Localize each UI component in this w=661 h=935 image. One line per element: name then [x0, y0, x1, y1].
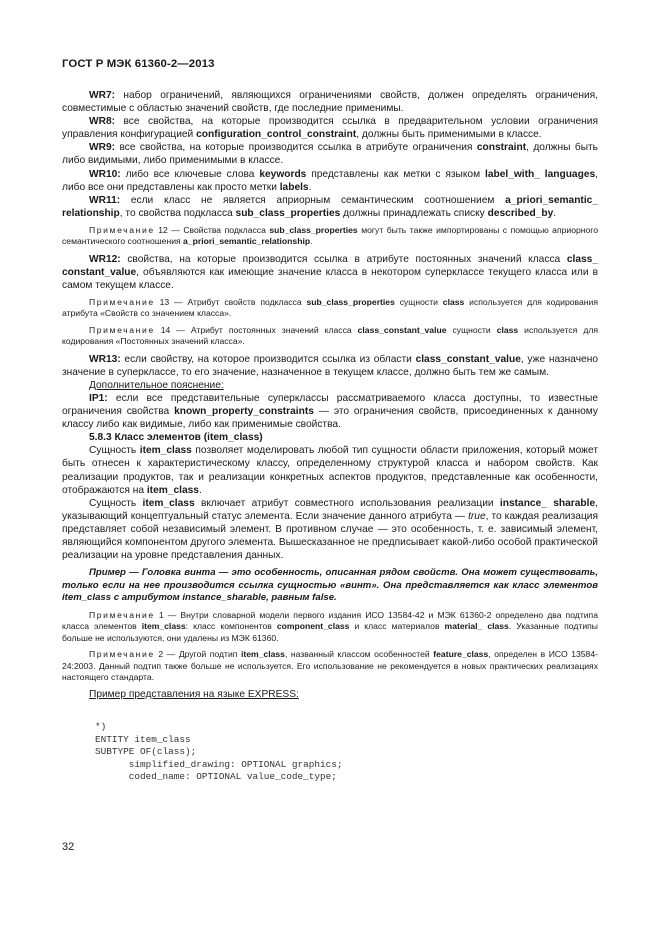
section-heading: 5.8.3 Класс элементов (item_class) — [89, 432, 263, 444]
rule-wr10: WR10: либо все ключевые слова keywords представлены как метки с языком label_with_ languages, либо все они представлены как просто метки labels. — [62, 168, 598, 193]
rule-wr12: WR12: свойства, на которые производится ссылка в атрибуте постоянных значений класса class_ constant_value, объявляются как имеющие значение класса в некотором суперклассе текущего класса или в самом текущем классе. — [62, 253, 598, 291]
paragraph-item-class: Сущность item_class позволяет моделировать любой тип сущности области приложения, который может быть отнесен к характеристическому классу, определенному структурой класса и набором свойств. Как реализации продуктов, так и реализации конкретных аспектов продуктов, представленные как особенности, отображаются на item_class. — [62, 445, 598, 496]
note-13: Примечание 13 — Атрибут свойств подкласса sub_class_properties сущности class используется для кодирования атрибута «Свойств со значением класса». — [62, 297, 598, 319]
rule-wr7: WR7: набор ограничений, являющихся ограничениями свойств, должен определять ограничения, совместимые с областью значений свойств, где последние применимы. — [62, 90, 598, 115]
rule-wr9: WR9: все свойства, на которые производится ссылка в атрибуте ограничения constraint, должны быть либо видимыми, либо применимыми в классе. — [62, 142, 598, 167]
note-14: Примечание 14 — Атрибут постоянных значений класса class_constant_value сущности class используется для кодирования «Постоянных значений класса». — [62, 324, 599, 347]
note-12: Примечание 12 — Свойства подкласса sub_class_properties могут быть также импортированы с помощью априорного семантического соотношения a_priori_semantic_relationship. — [62, 224, 599, 247]
paragraph-instance-sharable: Сущность item_class включает атрибут совместного использования реализации instance_ sharable, указывающий концептуальный статус элемента. Если значение данного атрибута — true, то каждая реализация представляет собой независимый элемент. В противном случае — это особенность, т. е. зависимый элемент, являющийся компонентом другого элемента. Вышесказанное не предписывает какой-либо особой практической реализации на уровне представления данных. — [62, 497, 598, 562]
page-number: 32 — [62, 841, 75, 853]
page-header: ГОСТ Р МЭК 61360-2—2013 — [62, 58, 215, 70]
express-code-block: *) ENTITY item_class SUBTYPE OF(class); simplified_drawing: OPTIONAL graphics; coded_name: OPTIONAL value_code_type; — [95, 721, 343, 783]
document-body — [62, 89, 598, 784]
express-example-title: Пример представления на языке EXPRESS: — [89, 689, 299, 701]
note-1: Примечание 1 — Внутри словарной модели первого издания ИСО 13584-42 и МЭК 61360-2 определено два подтипа класса элементов item_class: класс компонентов component_class и класс материалов material_ class. Указанные подтипы больше не используются, они удалены из МЭК 61360. — [62, 609, 598, 643]
example-screw-head: Пример — Головка винта — это особенность, описанная рядом свойств. Она может существовать, только если на нее производится ссылка сущностью «винт». Она представляется как класс элементов item_class с атрибутом instance_sharable, равным false. — [62, 567, 598, 604]
rule-wr11: WR11: если класс не является априорным семантическим соотношением a_priori_semantic_ relationship, то свойства подкласса sub_class_properties должны принадлежать списку described_by. — [62, 194, 598, 219]
rule-ip1: IP1: если все представительные суперклассы рассматриваемого класса доступны, то известные ограничения свойства known_property_constraints — это ограничения свойств, присоединенных к данному классу либо как видимые, либо как применимые свойства. — [62, 392, 599, 431]
rule-wr8: WR8: все свойства, на которые производится ссылка в предварительном условии ограничения управления конфигурацией configuration_control_constraint, должны быть применимыми в классе. — [62, 116, 598, 141]
rule-wr13: WR13: если свойству, на которое производится ссылка из области class_constant_value, уже назначено значение в суперклассе, то его значение, назначенное в текущем классе, должно быть тем же самым. — [62, 353, 598, 378]
note-2: Примечание 2 — Другой подтип item_class, названный классом особенностей feature_class, определен в ИСО 13584-24:2003. Данный подтип также больше не используется. Его использование не рекомендуется в новых практических реализациях настоящего стандарта. — [62, 649, 598, 682]
extra-explanation-title: Дополнительное пояснение: — [89, 379, 224, 391]
